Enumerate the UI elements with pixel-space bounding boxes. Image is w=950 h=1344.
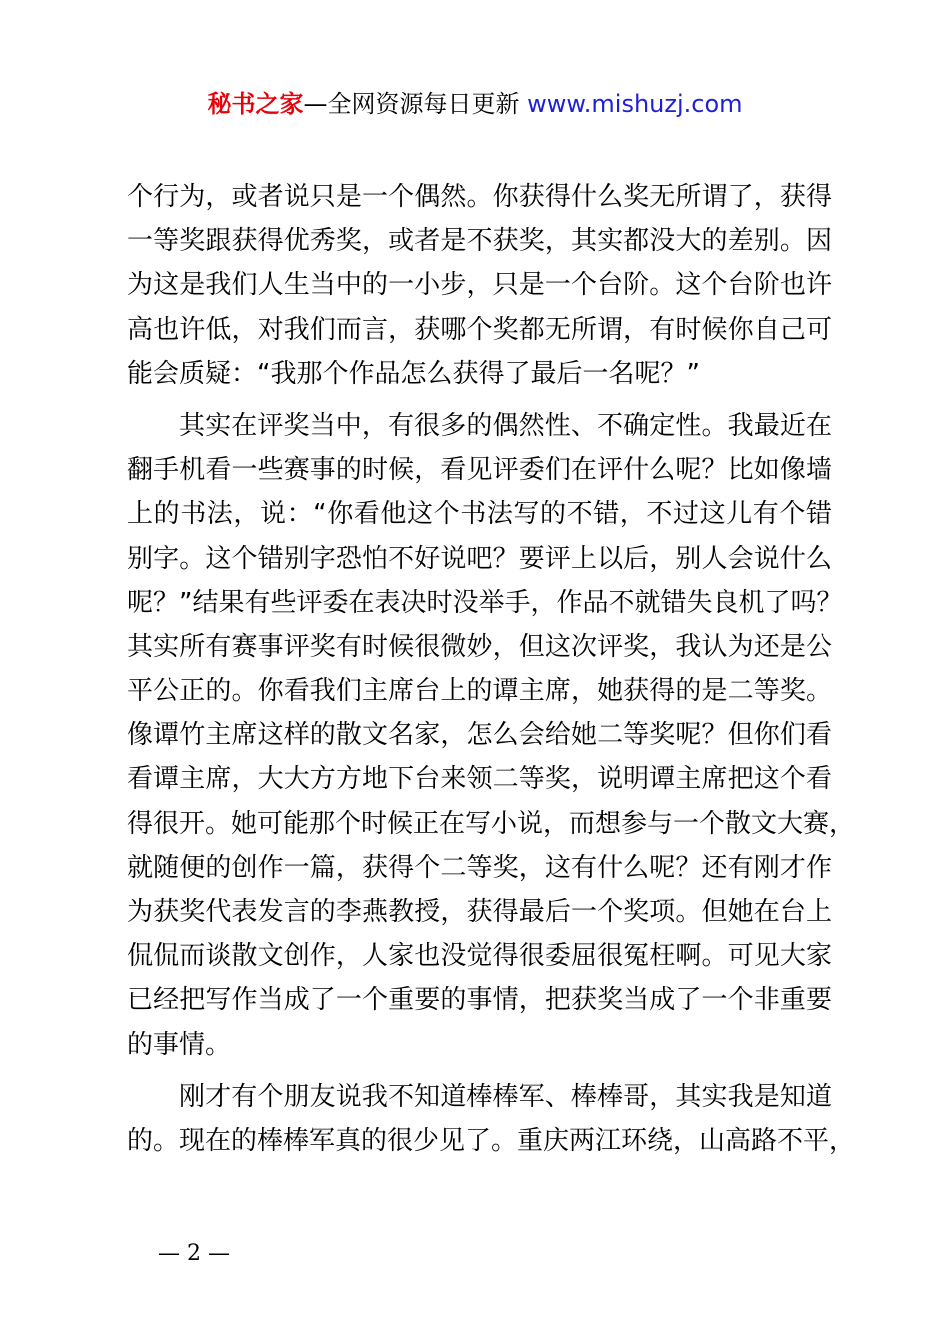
- text-line: 个行为，或者说只是一个偶然。你获得什么奖无所谓了，获得: [127, 182, 832, 212]
- site-brand: 秘书之家: [207, 90, 304, 118]
- text-line: 平公正的。你看我们主席台上的谭主席，她获得的是二等奖。: [127, 676, 832, 707]
- paragraph-gap: [127, 396, 832, 404]
- text-line: 一等奖跟获得优秀奖，或者是不获奖，其实都没大的差别。因: [127, 226, 832, 257]
- page-number: — 2 —: [158, 1241, 230, 1266]
- text-line: 别字。这个错别字恐怕不好说吧？要评上以后，别人会说什么: [127, 543, 832, 574]
- text-line: 的事情。: [127, 1029, 232, 1060]
- text-line: 就随便的创作一篇，获得个二等奖，这有什么呢？还有刚才作: [127, 852, 832, 883]
- text-line: 刚才有个朋友说我不知道棒棒军、棒棒哥，其实我是知道: [179, 1081, 832, 1112]
- site-header: [0, 88, 950, 120]
- text-line: 其实在评奖当中，有很多的偶然性、不确定性。我最近在: [179, 410, 832, 441]
- text-line: 为获奖代表发言的李燕教授，获得最后一个奖项。但她在台上: [127, 897, 832, 927]
- text-line: 得很开。她可能那个时候正在写小说，而想参与一个散文大赛，: [127, 808, 856, 839]
- text-line: 其实所有赛事评奖有时候很微妙，但这次评奖，我认为还是公: [127, 631, 832, 662]
- document-body: [127, 175, 856, 1163]
- site-slogan: —全网资源每日更新: [303, 90, 520, 118]
- paragraph: [127, 1075, 856, 1163]
- text-line: 呢？”结果有些评委在表决时没举手，作品不就错失良机了吗？: [127, 587, 843, 618]
- text-line: 翻手机看一些赛事的时候，看见评委们在评什么呢？比如像墙: [127, 455, 832, 486]
- text-line: 看谭主席，大大方方地下台来领二等奖，说明谭主席把这个看: [127, 764, 832, 795]
- text-line: 高也许低，对我们而言，获哪个奖都无所谓，有时候你自己可: [127, 314, 832, 345]
- text-line: 上的书法，说：“你看他这个书法写的不错，不过这儿有个错: [127, 499, 832, 530]
- text-line: 为这是我们人生当中的一小步，只是一个台阶。这个台阶也许: [127, 270, 832, 301]
- paragraph: [127, 404, 856, 1067]
- paragraph: [127, 175, 832, 396]
- site-url-link[interactable]: www.mishuzj.com: [527, 90, 743, 118]
- text-line: 的。现在的棒棒军真的很少见了。重庆两江环绕，山高路不平，: [127, 1125, 856, 1156]
- text-line: 已经把写作当成了一个重要的事情，把获奖当成了一个非重要: [127, 985, 832, 1016]
- paragraph-gap: [127, 1067, 832, 1075]
- text-line: 能会质疑：“我那个作品怎么获得了最后一名呢？”: [127, 358, 700, 389]
- text-line: 侃侃而谈散文创作，人家也没觉得很委屈很冤枉啊。可见大家: [127, 941, 832, 972]
- text-line: 像谭竹主席这样的散文名家，怎么会给她二等奖呢？但你们看: [127, 720, 832, 751]
